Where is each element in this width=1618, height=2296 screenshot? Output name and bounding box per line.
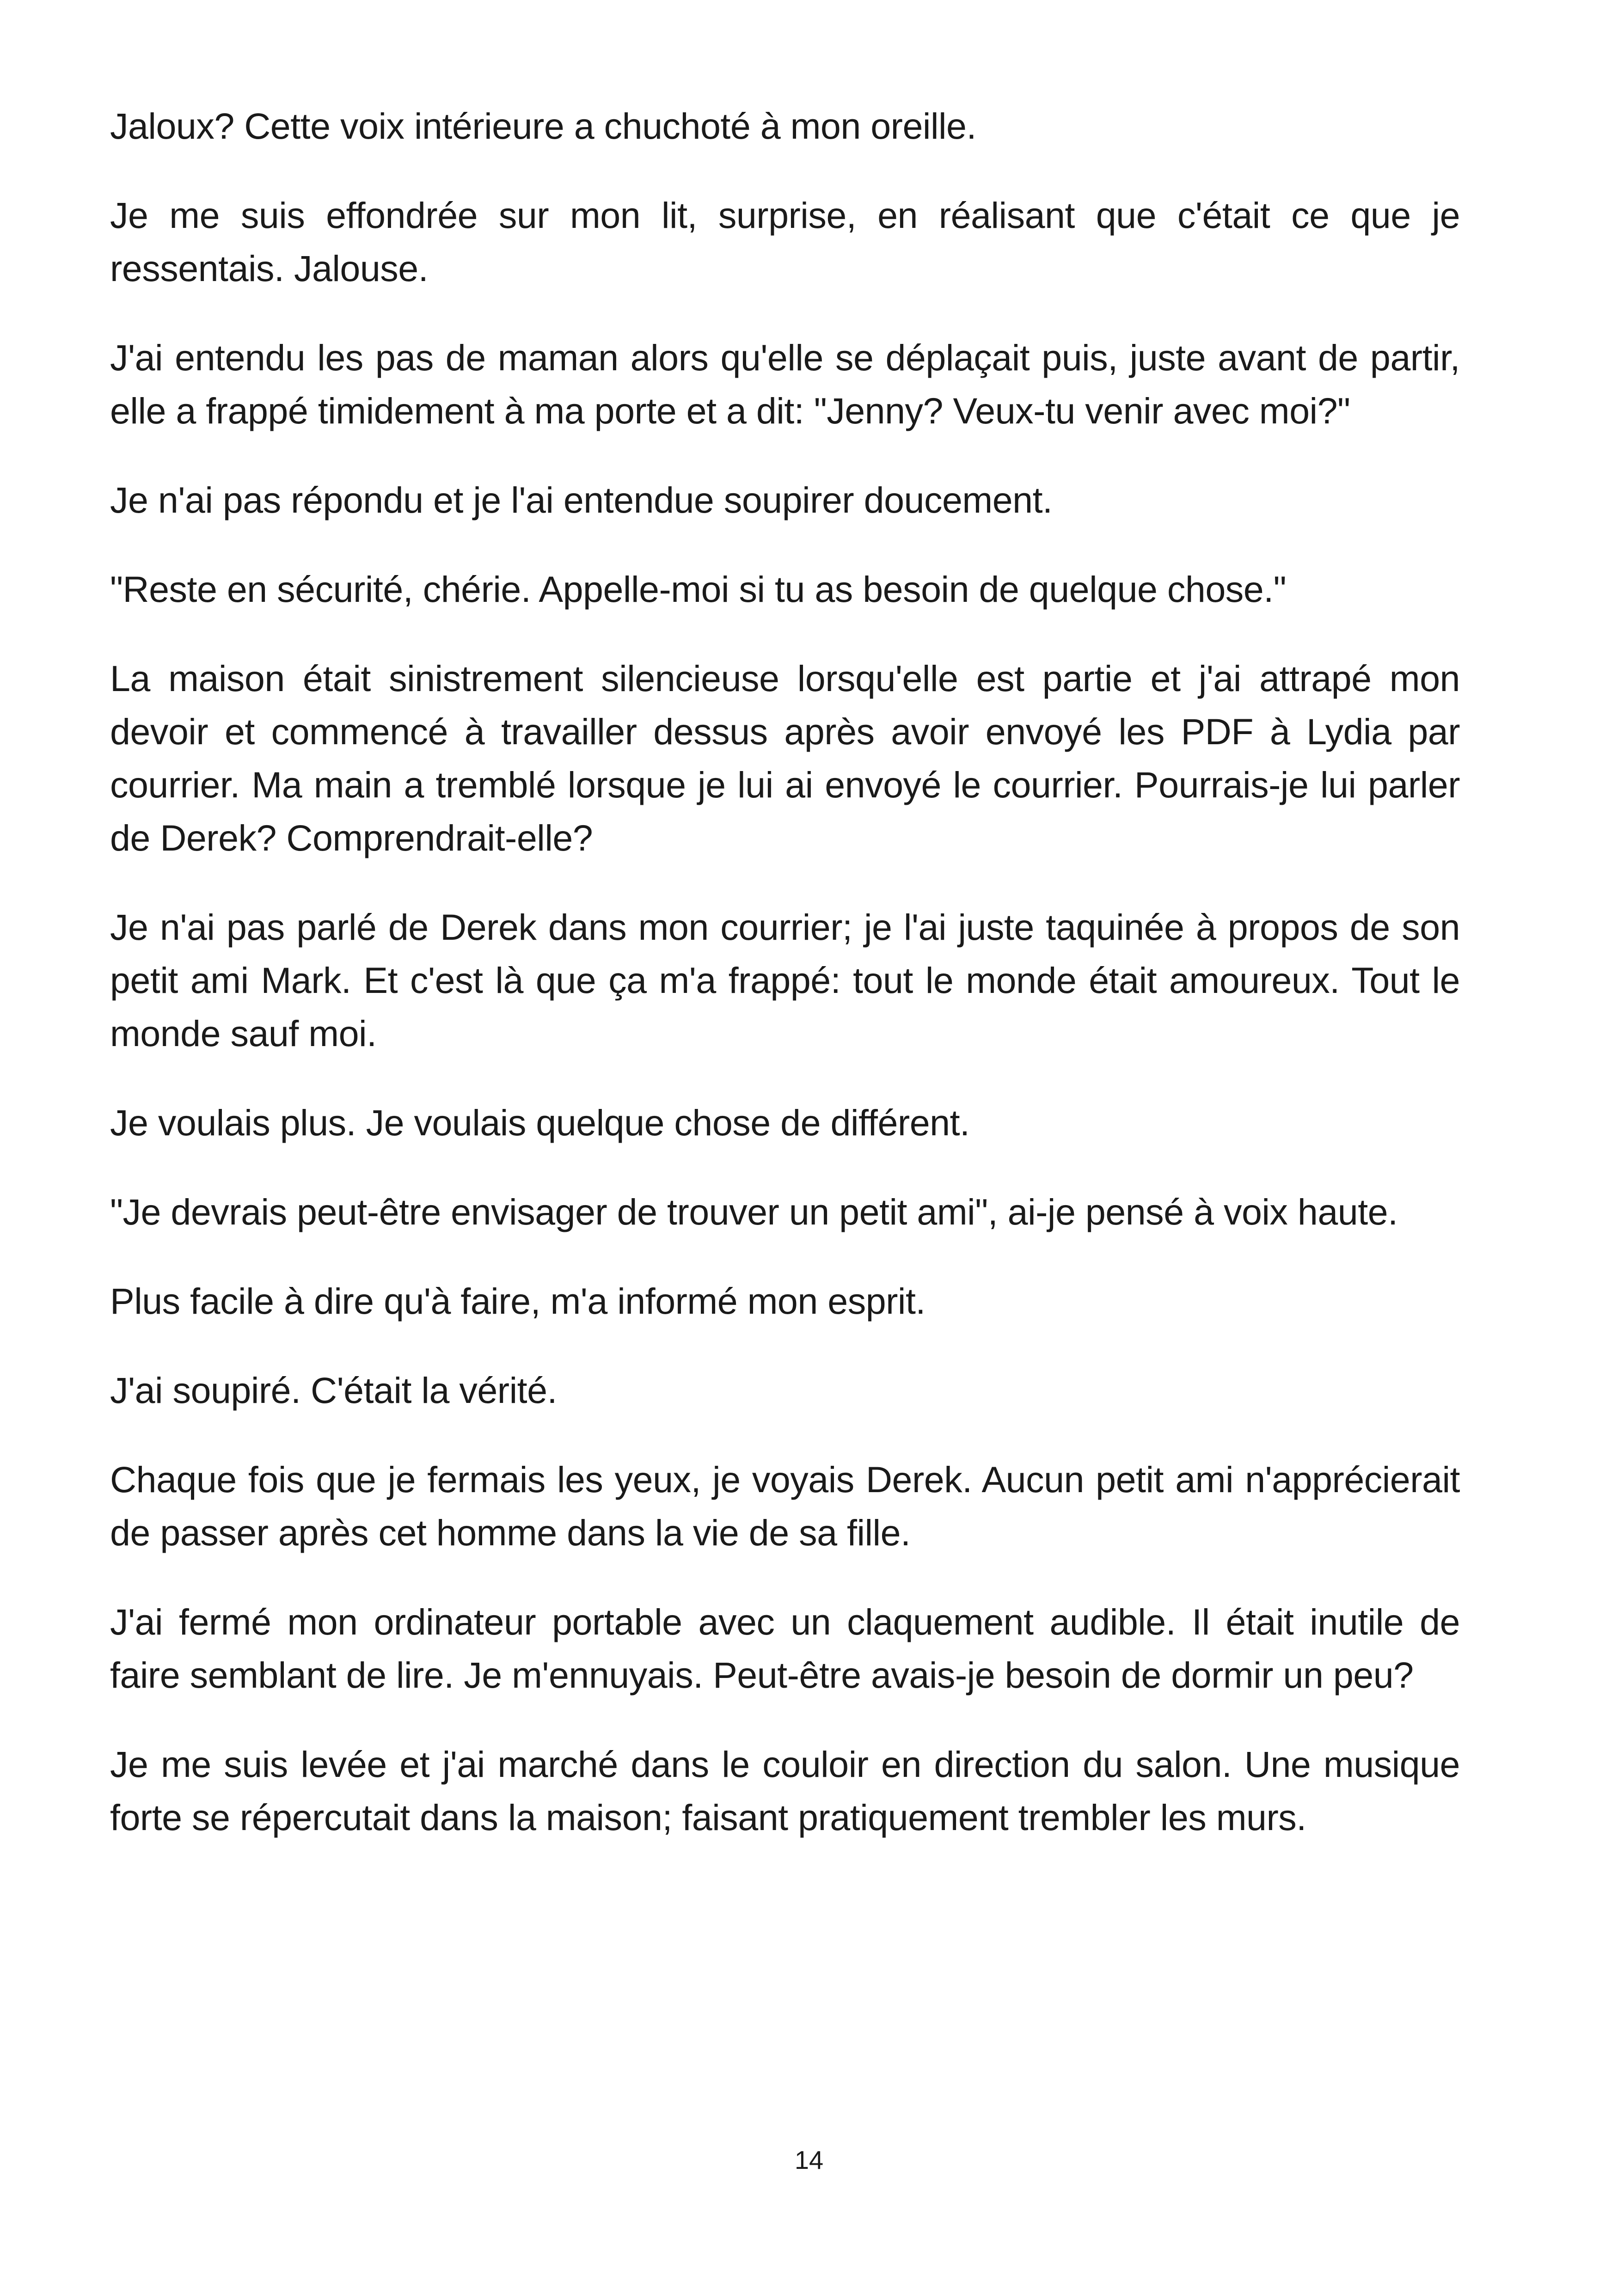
paragraph: "Reste en sécurité, chérie. Appelle-moi si tu as besoin de quelque chose." <box>110 569 1287 610</box>
paragraph: Plus facile à dire qu'à faire, m'a informé mon esprit. <box>110 1280 925 1322</box>
body-text <box>110 99 1460 1880</box>
paragraph: J'ai fermé mon ordinateur portable avec un claquement audible. Il était inutile de faire semblant de lire. Je m'ennuyais. Peut-être avais-je besoin de dormir un peu? <box>110 1601 1460 1696</box>
paragraph: "Je devrais peut-être envisager de trouver un petit ami", ai-je pensé à voix haute. <box>110 1191 1398 1232</box>
paragraph: Je n'ai pas répondu et je l'ai entendue soupirer doucement. <box>110 479 1053 520</box>
paragraph: J'ai soupiré. C'était la vérité. <box>110 1370 557 1411</box>
page-number: 14 <box>794 2145 824 2174</box>
paragraph: Je n'ai pas parlé de Derek dans mon courrier; je l'ai juste taquinée à propos de son petit ami Mark. Et c'est là que ça m'a frappé: tout le monde était amoureux. Tout le monde sauf moi. <box>110 906 1460 1054</box>
paragraph: Je me suis effondrée sur mon lit, surprise, en réalisant que c'était ce que je ressentais. Jalouse. <box>110 195 1460 289</box>
paragraph: Je voulais plus. Je voulais quelque chose de différent. <box>110 1102 970 1143</box>
paragraph: J'ai entendu les pas de maman alors qu'elle se déplaçait puis, juste avant de partir, elle a frappé timidement à ma porte et a dit: "Jenny? Veux-tu venir avec moi?" <box>110 337 1460 431</box>
paragraph: Jaloux? Cette voix intérieure a chuchoté à mon oreille. <box>110 105 976 147</box>
paragraph: Je me suis levée et j'ai marché dans le couloir en direction du salon. Une musique forte se répercutait dans la maison; faisant pratiquement trembler les murs. <box>110 1744 1460 1838</box>
paragraph: La maison était sinistrement silencieuse lorsqu'elle est partie et j'ai attrapé mon devoir et commencé à travailler dessus après avoir envoyé les PDF à Lydia par courrier. Ma main a tremblé lorsque je lui ai envoyé le courrier. Pourrais-je lui parler de Derek? Comprendrait-elle? <box>110 658 1460 858</box>
paragraph: Chaque fois que je fermais les yeux, je voyais Derek. Aucun petit ami n'apprécierait de passer après cet homme dans la vie de sa fille. <box>110 1459 1460 1553</box>
